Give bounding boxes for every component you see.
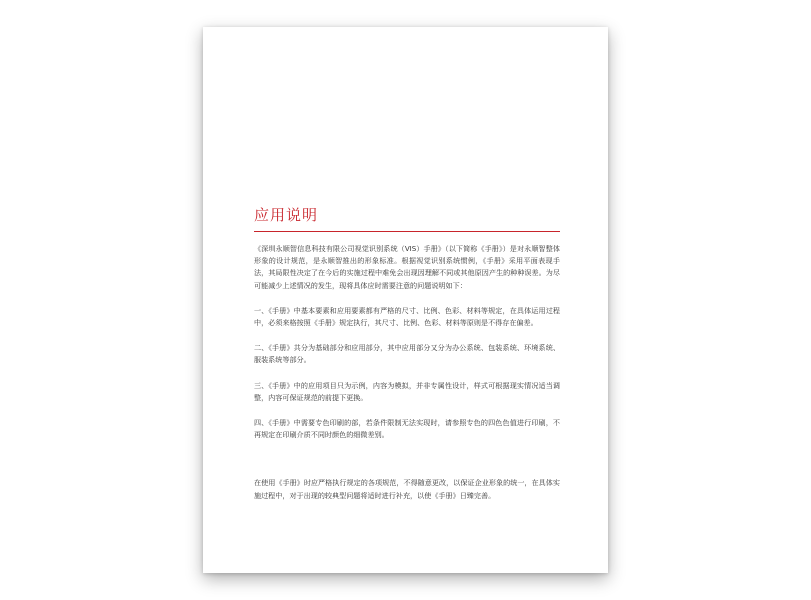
item-paragraph-4: 四、《手册》中需要专色印刷的部，若条件限制无法实现时，请参照专色的四色色值进行印刷，不再规定在印刷介质不同时颜色的细微差别。 xyxy=(254,418,560,440)
closing-paragraph: 在使用《手册》时应严格执行规定的各项规范，不得随意更改，以保证企业形象的统一，在具体实施过程中，对于出现的较典型问题将适时进行补充，以使《手册》日臻完善。 xyxy=(254,478,560,500)
document-content xyxy=(254,205,560,502)
item-paragraph-3: 三、《手册》中的应用项目只为示例，内容为模拟，并非专属性设计，样式可根据现实情况适当调整，内容可保证规范的前提下更换。 xyxy=(254,380,560,402)
item-paragraph-2: 二、《手册》共分为基础部分和应用部分，其中应用部分又分为办公系统、包装系统、环境系统、服装系统等部分。 xyxy=(254,343,560,365)
document-page xyxy=(203,27,608,573)
intro-paragraph: 《深圳永顺智信息科技有限公司视觉识别系统（VIS）手册》（以下简称《手册》）是对永顺智整体形象的设计规范，是永顺智推出的形象标准。根据视觉识别系统惯例，《手册》采用平面表现手法，其局限性决定了在今后的实施过程中难免会出现因理解不同或其他原因产生的种种误差。为尽可能减少上述情况的发生，现将具体应时需要注意的问题说明如下： xyxy=(254,244,560,290)
item-paragraph-1: 一、《手册》中基本要素和应用要素都有严格的尺寸、比例、色彩、材料等规定，在具体运用过程中，必须来格按照《手册》规定执行，其尺寸、比例、色彩、材料等原则是不得存在偏差。 xyxy=(254,305,560,328)
page-title: 应用说明 xyxy=(254,206,319,224)
title-underline xyxy=(254,231,560,232)
